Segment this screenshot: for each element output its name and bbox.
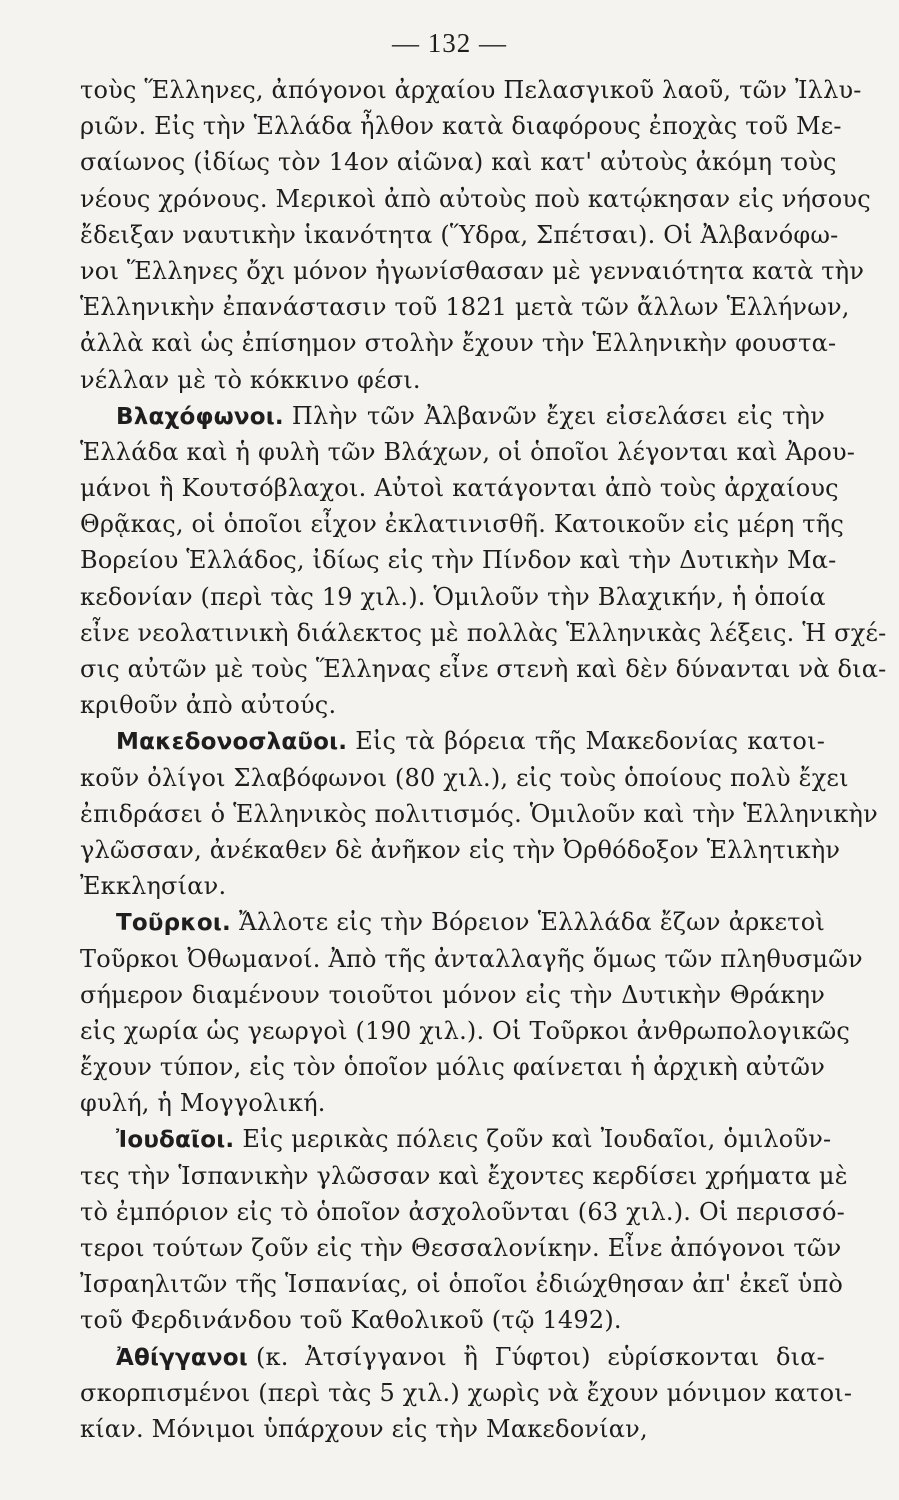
text-line: κριθοῦν ἀπὸ αὐτούς. — [80, 691, 337, 720]
text-line: τοὺς Ἕλληνες, ἀπόγονοι ἀρχαίου Πελασγικοῦ λαοῦ, τῶν Ἰλλυ- — [80, 76, 862, 104]
text-line: νοι Ἕλληνες ὄχι μόνον ἠγωνίσθασαν μὲ γενναιότητα κατὰ τὴν — [80, 256, 865, 285]
text-line: ἔχουν τύπον, εἰς τὸν ὁποῖον μόλις φαίνεται ἡ ἀρχικὴ αὐτῶν — [80, 1053, 825, 1082]
text-line: τεροι τούτων ζοῦν εἰς τὴν Θεσσαλονίκην. Εἶνε ἀπόγονοι τῶν — [80, 1234, 842, 1262]
text-line — [80, 398, 825, 434]
text-line: Ἰσραηλιτῶν τῆς Ἱσπανίας, οἱ ὁποῖοι ἐδιώχθησαν ἀπ' ἐκεῖ ὑπὸ — [80, 1270, 844, 1299]
section-heading: Τοῦρκοι. — [116, 910, 231, 937]
page-number: — 132 — — [392, 28, 507, 58]
text-line — [80, 904, 825, 940]
text-line: εἶνε νεολατινικὴ διάλεκτος μὲ πολλὰς Ἑλληνικὰς λέξεις. Ἡ σχέ- — [80, 618, 887, 647]
text-line: ριῶν. Εἰς τὴν Ἑλλάδα ἦλθον κατὰ διαφόρους ἐποχὰς τοῦ Με- — [80, 112, 842, 141]
section-heading: Μακεδονοσλαῦοι. — [116, 729, 348, 756]
text-line — [80, 723, 825, 759]
line-text: Ἄλλοτε εἰς τὴν Βόρειον Ἑλλλάδα ἔζων ἀρκετοὶ — [238, 908, 825, 937]
line-text: (κ. Ἀτσίγγανοι ἢ Γύφτοι) εὑρίσκονται δια- — [255, 1342, 825, 1371]
text-line: Ἐκκλησίαν. — [80, 872, 227, 901]
text-line: σήμερον διαμένουν τοιοῦτοι μόνον εἰς τὴν Δυτικὴν Θράκην — [80, 980, 825, 1009]
text-line: ἔδειξαν ναυτικὴν ἱκανότητα (Ὕδρα, Σπέτσαι). Οἱ Ἀλβανόφω- — [80, 220, 839, 249]
text-line: σαίωνος (ἰδίως τὸν 14ον αἰῶνα) καὶ κατ' αὐτοὺς ἀκόμη τοὺς — [80, 148, 837, 177]
text-line: Θρᾷκας, οἱ ὁποῖοι εἶχον ἐκλατινισθῆ. Κατοικοῦν εἰς μέρη τῆς — [80, 510, 844, 539]
text-line: εἰς χωρία ὡς γεωργοὶ (190 χιλ.). Οἱ Τοῦρκοι ἀνθρωπολογικῶς — [80, 1016, 851, 1045]
line-text: Εἰς μερικὰς πόλεις ζοῦν καὶ Ἰουδαῖοι, ὁμιλοῦν- — [242, 1125, 832, 1154]
text-line: τες τὴν Ἱσπανικὴν γλῶσσαν καὶ ἔχοντες κερδίσει χρήματα μὲ — [80, 1161, 848, 1190]
text-line: κοῦν ὀλίγοι Σλαβόφωνοι (80 χιλ.), εἰς τοὺς ὁποίους πολὺ ἔχει — [80, 763, 849, 792]
text-line: τοῦ Φερδινάνδου τοῦ Καθολικοῦ (τῷ 1492). — [80, 1306, 622, 1335]
text-line: ἀλλὰ καὶ ὡς ἐπίσημον στολὴν ἔχουν τὴν Ἑλληνικὴν φουστα- — [80, 329, 837, 358]
section-heading: Βλαχόφωνοι. — [116, 403, 284, 430]
text-line: κίαν. Μόνιμοι ὑπάρχουν εἰς τὴν Μακεδονίαν, — [80, 1414, 648, 1443]
text-line: σις αὐτῶν μὲ τοὺς Ἕλληνας εἶνε στενὴ καὶ δὲν δύνανται νὰ δια- — [80, 655, 887, 683]
text-line: γλῶσσαν, ἀνέκαθεν δὲ ἀνῆκον εἰς τὴν Ὀρθόδοξον Ἑλλητικὴν — [80, 835, 841, 864]
line-text: Πλὴν τῶν Ἀλβανῶν ἔχει εἰσελάσει εἰς τὴν — [291, 401, 825, 430]
section-heading: Ἀθίγγανοι — [116, 1344, 248, 1371]
text-line: Τοῦρκοι Ὀθωμανοί. Ἀπὸ τῆς ἀνταλλαγῆς ὅμως τῶν πληθυσμῶν — [80, 944, 863, 973]
text-line — [80, 1121, 832, 1157]
text-line: νέους χρόνους. Μερικοὶ ἀπὸ αὐτοὺς ποὺ κατῴκησαν εἰς νήσους — [80, 184, 871, 213]
section-heading: Ἰουδαῖοι. — [116, 1127, 235, 1154]
text-line: κεδονίαν (περὶ τὰς 19 χιλ.). Ὁμιλοῦν τὴν Βλαχικήν, ἡ ὁποία — [80, 582, 826, 611]
text-line: νέλλαν μὲ τὸ κόκκινο φέσι. — [80, 365, 421, 394]
text-line: μάνοι ἢ Κουτσόβλαχοι. Αὐτοὶ κατάγονται ἀπὸ τοὺς ἀρχαίους — [80, 474, 839, 503]
text-line — [80, 1339, 825, 1375]
text-line: Ἑλλάδα καὶ ἡ φυλὴ τῶν Βλάχων, οἱ ὁποῖοι λέγονται καὶ Ἀρου- — [80, 437, 856, 466]
text-line: Βορείου Ἑλλάδος, ἰδίως εἰς τὴν Πίνδον καὶ τὴν Δυτικὴν Μα- — [80, 546, 837, 575]
body-text — [80, 72, 887, 1447]
text-line: τὸ ἐμπόριον εἰς τὸ ὁποῖον ἀσχολοῦνται (63 χιλ.). Οἱ περισσό- — [80, 1197, 845, 1226]
text-line: σκορπισμένοι (περὶ τὰς 5 χιλ.) χωρὶς νὰ ἔχουν μόνιμον κατοι- — [80, 1378, 853, 1407]
text-line: Ἑλληνικὴν ἐπανάστασιν τοῦ 1821 μετὰ τῶν ἄλλων Ἑλλήνων, — [80, 293, 850, 322]
line-text: Εἰς τὰ βόρεια τῆς Μακεδονίας κατοι- — [355, 727, 825, 756]
text-line: ἐπιδράσει ὁ Ἑλληνικὸς πολιτισμός. Ὁμιλοῦν καὶ τὴν Ἑλληνικὴν — [80, 799, 878, 828]
text-line: φυλή, ἡ Μογγολική. — [80, 1089, 326, 1118]
